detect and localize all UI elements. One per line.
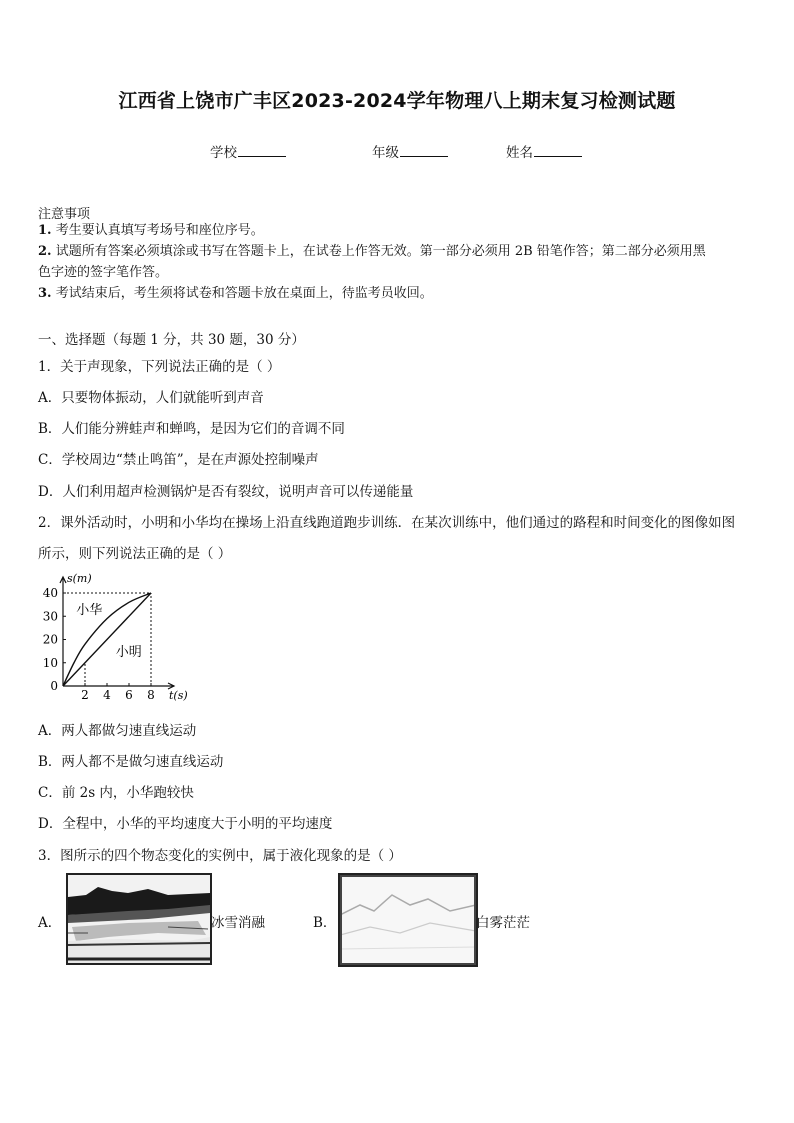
x-tick-label: 6 xyxy=(125,688,133,702)
y-tick-label: 0 xyxy=(50,679,58,693)
x-tick-label: 2 xyxy=(81,688,89,702)
y-tick-label: 40 xyxy=(42,586,58,600)
question-1-option-b: B．人们能分辨蛙声和蝉鸣，是因为它们的音调不同 xyxy=(38,421,345,437)
question-1-option-c: C．学校周边“禁止鸣笛”，是在声源处控制噪声 xyxy=(38,452,319,468)
question-3-option-b-letter: B． xyxy=(313,915,337,931)
name-label: 姓名 xyxy=(506,145,533,161)
notice-number: 1. xyxy=(38,223,52,238)
section-heading: 一、选择题（每题 1 分，共 30 题，30 分） xyxy=(38,332,305,348)
series-label: 小华 xyxy=(76,602,103,618)
question-3-stem: 3．图所示的四个物态变化的实例中，属于液化现象的是（ ） xyxy=(38,848,402,864)
y-tick-label: 10 xyxy=(42,655,58,670)
notice-continuation: 色字迹的签字笔作答。 xyxy=(38,265,169,280)
question-3-option-a-letter: A． xyxy=(38,915,62,931)
grade-blank xyxy=(400,143,448,157)
notice-item xyxy=(38,242,706,262)
melting-ice-photo xyxy=(66,873,212,965)
question-1-option-d: D．人们利用超声检测锅炉是否有裂纹，说明声音可以传递能量 xyxy=(38,484,414,500)
distance-time-chart xyxy=(40,568,200,704)
y-tick-label: 30 xyxy=(42,609,58,624)
question-1-stem: 1．关于声现象，下列说法正确的是（ ） xyxy=(38,359,281,375)
question-2-stem-line-1: 2．课外活动时，小明和小华均在操场上沿直线跑道跑步训练．在某次训练中，他们通过的路程和时间变化的图像如图 xyxy=(38,515,736,531)
grade-label: 年级 xyxy=(372,145,399,161)
x-axis-label: t(s) xyxy=(169,689,188,702)
name-blank xyxy=(534,143,582,157)
grade-field xyxy=(372,141,448,161)
question-2-option-c: C．前 2s 内，小华跑较快 xyxy=(38,785,194,801)
question-2-option-b: B．两人都不是做匀速直线运动 xyxy=(38,754,224,770)
question-2-option-a: A．两人都做匀速直线运动 xyxy=(38,723,197,739)
notice-number: 3. xyxy=(38,286,52,301)
exam-title: 江西省上饶市广丰区2023-2024学年物理八上期末复习检测试题 xyxy=(118,90,676,112)
notice-heading: 注意事项 xyxy=(38,207,91,222)
x-tick-label: 8 xyxy=(147,688,155,702)
notice-item xyxy=(38,284,433,304)
series-label: 小明 xyxy=(115,644,142,660)
school-field xyxy=(210,141,286,161)
question-1-option-a: A．只要物体振动，人们就能听到声音 xyxy=(38,390,264,406)
notice-number: 2. xyxy=(38,244,52,259)
mist-mountain-photo xyxy=(338,873,478,967)
question-3-option-b-caption: 白雾茫茫 xyxy=(476,915,530,931)
notice-text: 试题所有答案必须填涂或书写在答题卡上，在试卷上作答无效。第一部分必须用 2B 铅笔作答；第二部分必须用黑 xyxy=(55,244,706,259)
question-2-stem-line-2: 所示，则下列说法正确的是（ ） xyxy=(38,546,232,562)
school-label: 学校 xyxy=(210,145,237,161)
notice-text: 考生要认真填写考场号和座位序号。 xyxy=(55,223,264,238)
question-3-option-a-caption: 冰雪消融 xyxy=(211,915,265,931)
question-2-option-d: D．全程中，小华的平均速度大于小明的平均速度 xyxy=(38,816,333,832)
notice-item xyxy=(38,221,264,241)
school-blank xyxy=(238,143,286,157)
name-field xyxy=(506,141,582,161)
notice-text: 考试结束后，考生须将试卷和答题卡放在桌面上，待监考员收回。 xyxy=(55,286,433,301)
y-axis-label: s(m) xyxy=(67,572,92,585)
y-tick-label: 20 xyxy=(42,632,58,647)
x-tick-label: 4 xyxy=(103,688,111,702)
